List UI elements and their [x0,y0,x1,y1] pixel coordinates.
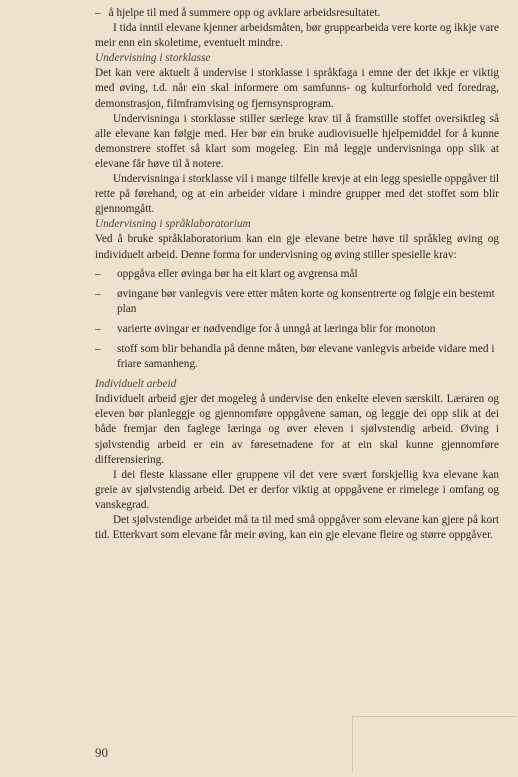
page-content [95,6,499,543]
requirements-list [95,267,499,373]
list-item-text: øvingane bør vanlegvis vere etter måten korte og konsentrerte og følgje ein bestemt plan [117,287,495,315]
individuelt-paragraph-2: I dei fleste klassane eller gruppene vil det vere svært forskjellig kva elevane kan greie av sjølvstendig arbeid. Det er derfor viktig at oppgåvene er rimelege i omfang og vanskegrad. [95,468,499,511]
page-number: 90 [95,745,108,760]
dash-mark: – [95,322,101,335]
individuelt-paragraph-1: Individuelt arbeid gjer det mogeleg å undervise den enkelte eleven særskilt. Læraren og eleven bør planleggje og gjennomføre oppgåvene saman, og leggje dei opp slik at dei både fremjar den faglege læringa og øver eleven i sjølvstendig arbeid. Øving i sjølvstendig arbeid er ein av føresetnadene for at ein skal kunne gjennomføre differensiering. [95,393,499,466]
dash-mark: – [95,287,101,300]
top-bullet-line [95,6,499,21]
list-item [95,322,499,337]
storklasse-paragraph-2: Undervisninga i storklasse stiller særlege krav til å framstille stoffet oversiktleg så alle elevane kan følgje med. Her bør ein bruke audiovisuelle hjelpemiddel for å kunne demonstrere stoffet så klart som mogeleg. Ein må leggje undervisninga opp slik at elevane får høve til å notere. [95,112,499,170]
storklasse-paragraph-3: Undervisninga i storklasse vil i mange tilfelle krevje at ein legg spesielle oppgåver til rette på førehand, og at ein arbeider vidare i mindre grupper med det stoffet som blir gjennomgått. [95,173,499,216]
list-item [95,267,499,282]
list-item-text: oppgåva eller øvinga bør ha eit klart og avgrensa mål [117,267,358,280]
list-item [95,287,499,317]
scan-corner-box [352,716,515,773]
section-heading-storklasse: Undervisning i storklasse [95,52,211,65]
section-heading-sprakbab: Undervisning i språklaboratorium [95,218,251,231]
dash-mark: – [95,267,101,280]
storklasse-paragraph-1: Det kan vere aktuelt å undervise i storklasse i språkfaga i emne der det ikkje er viktig med øving, t.d. når ein skal informere om samfunns- og kulturforhold ved foredrag, demonstrasjon, filmframvising og fjernsynsprogram. [95,67,499,110]
individuelt-paragraph-3: Det sjølvstendige arbeidet må ta til med små oppgåver som elevane kan gjere på kort tid. Etterkvart som elevane får meir øving, kan ein gje elevane fleire og større oppgåver. [95,514,499,542]
dash-mark: – [95,7,101,19]
dash-mark: – [95,342,101,355]
section-heading-individuelt: Individuelt arbeid [95,378,177,391]
top-bullet-text: å hjelpe til med å summere opp og avklare arbeidsresultatet. [108,7,381,19]
list-item [95,342,499,372]
sprakbab-intro: Ved å bruke språklaboratorium kan ein gje elevane betre høve til språkleg øving og individuelt arbeid. Denne forma for undervisning og øving stiller spesielle krav: [95,233,499,261]
list-item-text: stoff som blir behandla på denne måten, bør elevane vanlegvis arbeide vidare med i friare samanheng. [117,342,495,371]
intro-paragraph: I tida inntil elevane kjenner arbeidsmåten, bør gruppearbeida vere korte og ikkje vare meir enn ein skoletime, eventuelt mindre. [95,22,499,50]
list-item-text: varierte øvingar er nødvendige for å unngå at læringa blir for monoton [117,322,436,335]
